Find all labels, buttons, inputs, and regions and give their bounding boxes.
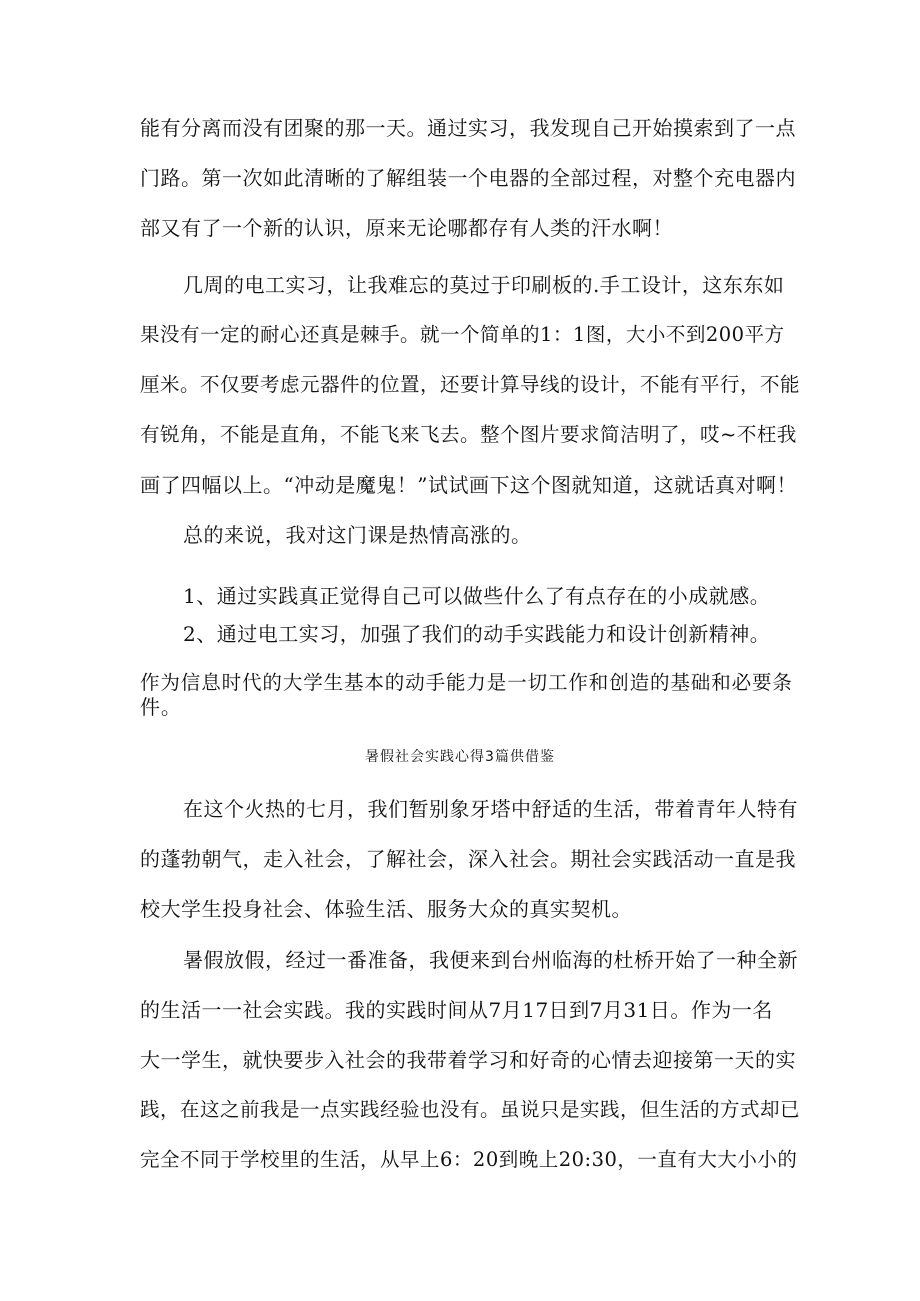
text-line: 作为信息时代的大学生基本的动手能力是一切工作和创造的基础和必要条 (140, 671, 793, 694)
text-line: 有锐角，不能是直角，不能飞来飞去。整个图片要求简洁明了，哎~不枉我 (140, 423, 797, 446)
text-line: 大一学生，就快要步入社会的我带着学习和好奇的心情去迎接第一天的实 (140, 1048, 796, 1072)
section-title: 暑假社会实践心得3篇供借鉴 (365, 749, 555, 765)
text-line: 件。 (140, 695, 182, 719)
text-line: 果没有一定的耐心还真是棘手。就一个简单的1：1图，大小不到200平方 (140, 323, 785, 346)
text-line: 厘米。不仅要考虑元器件的位置，还要计算导线的设计，不能有平行，不能 (140, 373, 801, 396)
text-line: 画了四幅以上。“冲动是魔鬼！”试试画下这个图就知道，这就话真对啊！ (140, 473, 797, 497)
list-item: 1、通过实践真正觉得自己可以做些什么了有点存在的小成就感。 (183, 584, 771, 608)
text-line: 暑假放假，经过一番准备，我便来到台州临海的杜桥开始了一种全新 (183, 948, 798, 972)
text-line: 践，在这之前我是一点实践经验也没有。虽说只是实践，但生活的方式却已 (140, 1098, 801, 1121)
text-line: 在这个火热的七月，我们暂别象牙塔中舒适的生活，带着青年人特有 (183, 797, 798, 821)
text-line: 完全不同于学校里的生活，从早上6：20到晚上20:30，一直有大大小小的 (140, 1148, 798, 1171)
text-line: 门路。第一次如此清晰的了解组装一个电器的全部过程，对整个充电器内 (140, 166, 796, 190)
text-line: 部又有了一个新的认识，原来无论哪都存有人类的汗水啊！ (140, 216, 673, 240)
text-line: 的蓬勃朝气，走入社会，了解社会，深入社会。期社会实践活动一直是我 (140, 847, 796, 871)
text-line: 能有分离而没有团聚的那一天。通过实习，我发现自己开始摸索到了一点 (140, 116, 796, 140)
text-line: 的生活一一社会实践。我的实践时间从7月17日到7月31日。作为一名 (140, 998, 773, 1022)
text-line: 几周的电工实习，让我难忘的莫过于印刷板的.手工设计，这东东如 (183, 273, 785, 297)
list-item: 2、通过电工实习，加强了我们的动手实践能力和设计创新精神。 (183, 622, 771, 646)
text-line: 总的来说，我对这门课是热情高涨的。 (183, 523, 532, 547)
text-line: 校大学生投身社会、体验生活、服务大众的真实契机。 (140, 897, 632, 921)
